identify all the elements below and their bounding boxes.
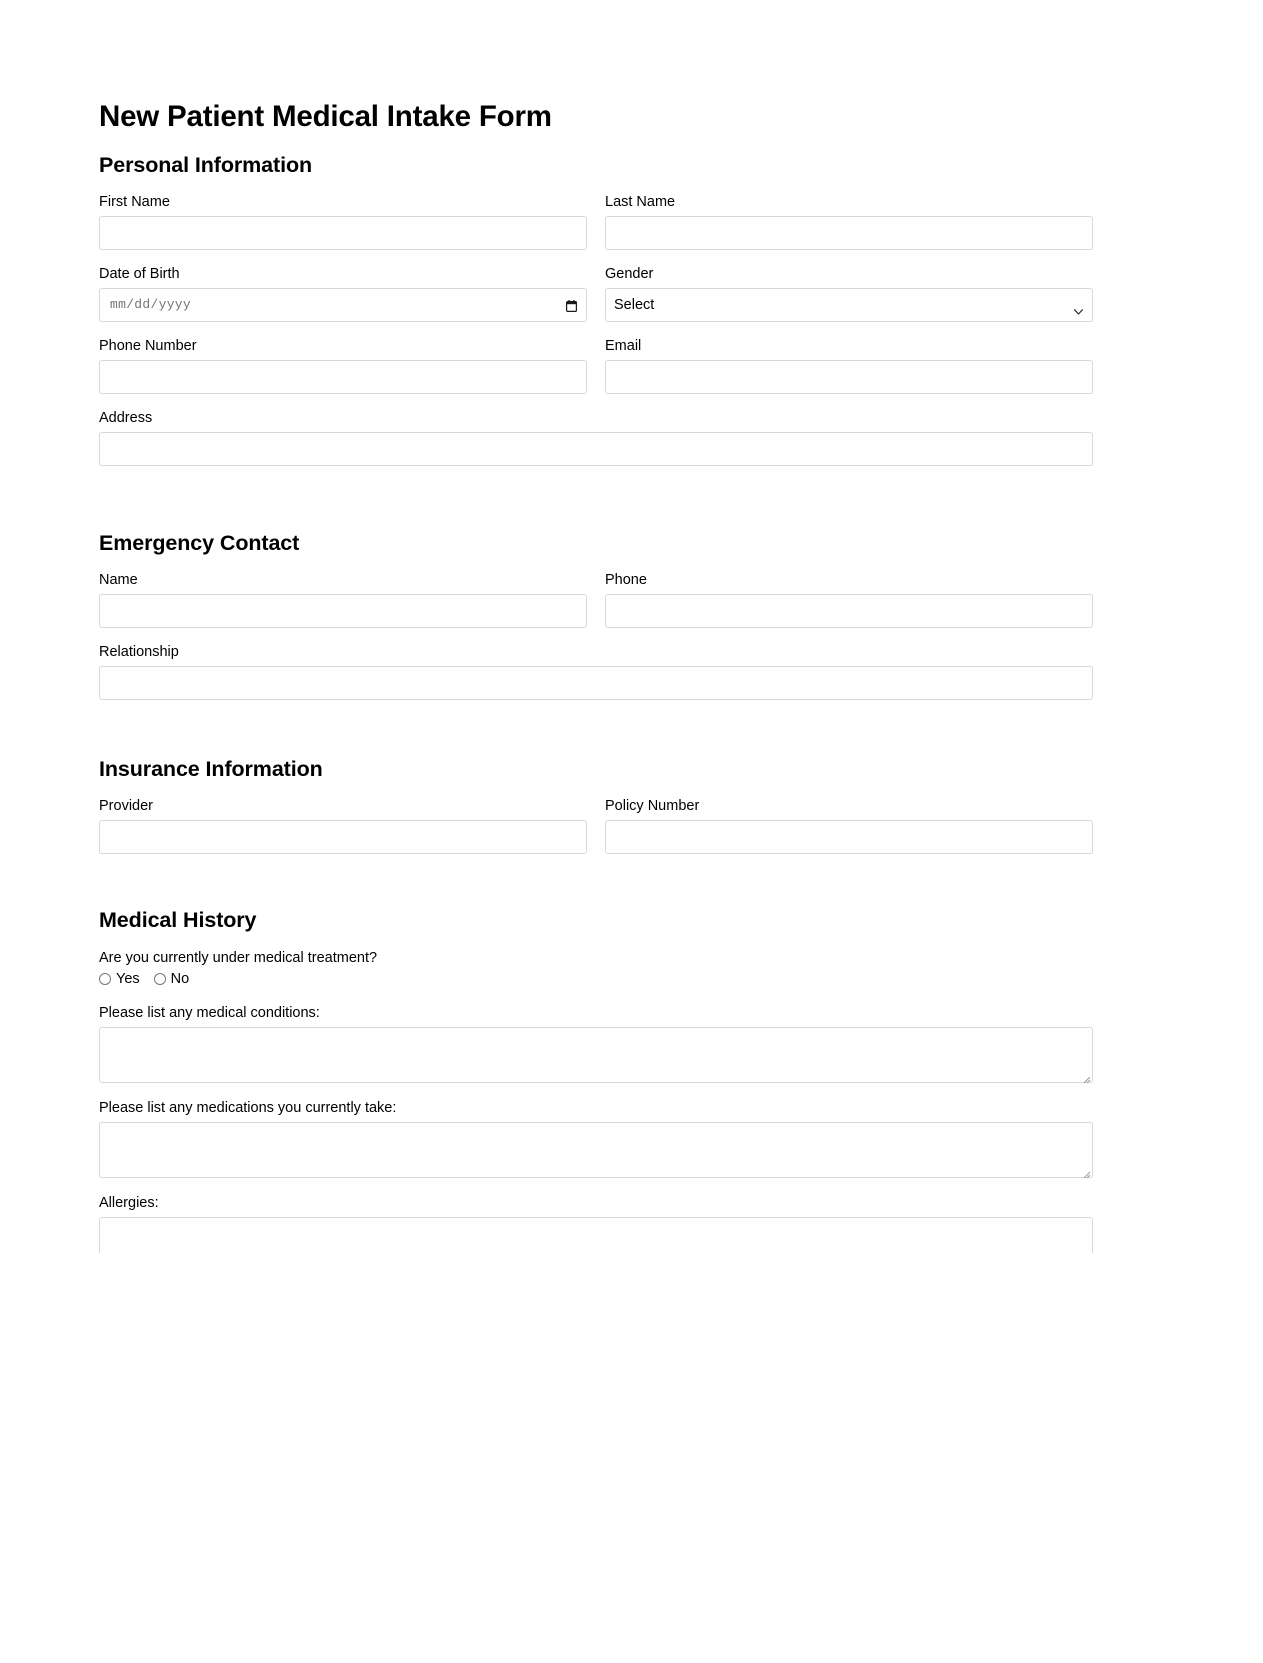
date-of-birth-wrapper (99, 288, 587, 322)
section-heading-personal-information: Personal Information (99, 153, 313, 177)
page-title: New Patient Medical Intake Form (99, 100, 552, 133)
date-of-birth-input[interactable] (99, 288, 587, 322)
section-heading-emergency-contact: Emergency Contact (99, 531, 300, 555)
medications-textarea[interactable] (99, 1122, 1093, 1178)
radio-input-no[interactable] (154, 973, 166, 985)
form-row-name (99, 194, 1093, 250)
emergency-phone-input[interactable] (605, 594, 1093, 628)
address-label: Address (99, 409, 153, 426)
radio-option-no[interactable] (154, 970, 190, 988)
relationship-label: Relationship (99, 643, 179, 660)
field-date-of-birth (99, 266, 587, 322)
medical-conditions-textarea[interactable] (99, 1027, 1093, 1083)
phone-number-input[interactable] (99, 360, 587, 394)
radio-label-yes: Yes (116, 970, 140, 987)
email-label: Email (605, 337, 642, 354)
section-heading-insurance-information: Insurance Information (99, 757, 323, 781)
section-personal-information (99, 153, 1093, 466)
field-allergies (99, 1194, 1093, 1253)
form-row-address (99, 410, 1093, 466)
gender-select[interactable] (605, 288, 1093, 322)
allergies-wrapper (99, 1217, 1093, 1253)
section-emergency-contact (99, 531, 1093, 700)
section-medical-history (99, 908, 1093, 1253)
gender-select-wrapper (605, 288, 1093, 322)
field-relationship (99, 644, 1093, 700)
first-name-input[interactable] (99, 216, 587, 250)
policy-number-label: Policy Number (605, 797, 700, 814)
field-gender (605, 266, 1093, 322)
last-name-label: Last Name (605, 193, 676, 210)
provider-label: Provider (99, 797, 153, 814)
field-emergency-name (99, 572, 587, 628)
section-insurance-information (99, 757, 1093, 854)
gender-label: Gender (605, 265, 654, 282)
radio-option-yes[interactable] (99, 970, 140, 988)
field-emergency-phone (605, 572, 1093, 628)
form-row-relationship (99, 644, 1093, 700)
section-heading-medical-history: Medical History (99, 908, 257, 932)
relationship-input[interactable] (99, 666, 1093, 700)
allergies-textarea[interactable] (99, 1217, 1093, 1253)
medical-conditions-label: Please list any medical conditions: (99, 1004, 320, 1021)
current-treatment-question: Are you currently under medical treatment? (99, 949, 378, 966)
form-row-emergency-name-phone (99, 572, 1093, 628)
last-name-input[interactable] (605, 216, 1093, 250)
medications-label: Please list any medications you currently take: (99, 1099, 397, 1116)
field-current-treatment (99, 949, 1093, 988)
field-phone-number (99, 338, 587, 394)
field-address (99, 410, 1093, 466)
email-input[interactable] (605, 360, 1093, 394)
allergies-label: Allergies: (99, 1194, 159, 1211)
form-row-insurance (99, 798, 1093, 854)
policy-number-input[interactable] (605, 820, 1093, 854)
field-first-name (99, 194, 587, 250)
date-of-birth-label: Date of Birth (99, 265, 180, 282)
form-row-phone-email (99, 338, 1093, 394)
address-input[interactable] (99, 432, 1093, 466)
medical-conditions-wrapper (99, 1027, 1093, 1083)
phone-number-label: Phone Number (99, 337, 197, 354)
field-last-name (605, 194, 1093, 250)
field-policy-number (605, 798, 1093, 854)
emergency-name-label: Name (99, 571, 138, 588)
field-email (605, 338, 1093, 394)
form-row-dob-gender (99, 266, 1093, 322)
field-medications (99, 1099, 1093, 1178)
current-treatment-radio-group (99, 970, 1093, 988)
radio-label-no: No (170, 970, 190, 987)
provider-input[interactable] (99, 820, 587, 854)
radio-input-yes[interactable] (99, 973, 111, 985)
emergency-phone-label: Phone (605, 571, 647, 588)
field-provider (99, 798, 587, 854)
field-medical-conditions (99, 1004, 1093, 1083)
first-name-label: First Name (99, 193, 170, 210)
emergency-name-input[interactable] (99, 594, 587, 628)
medications-wrapper (99, 1122, 1093, 1178)
